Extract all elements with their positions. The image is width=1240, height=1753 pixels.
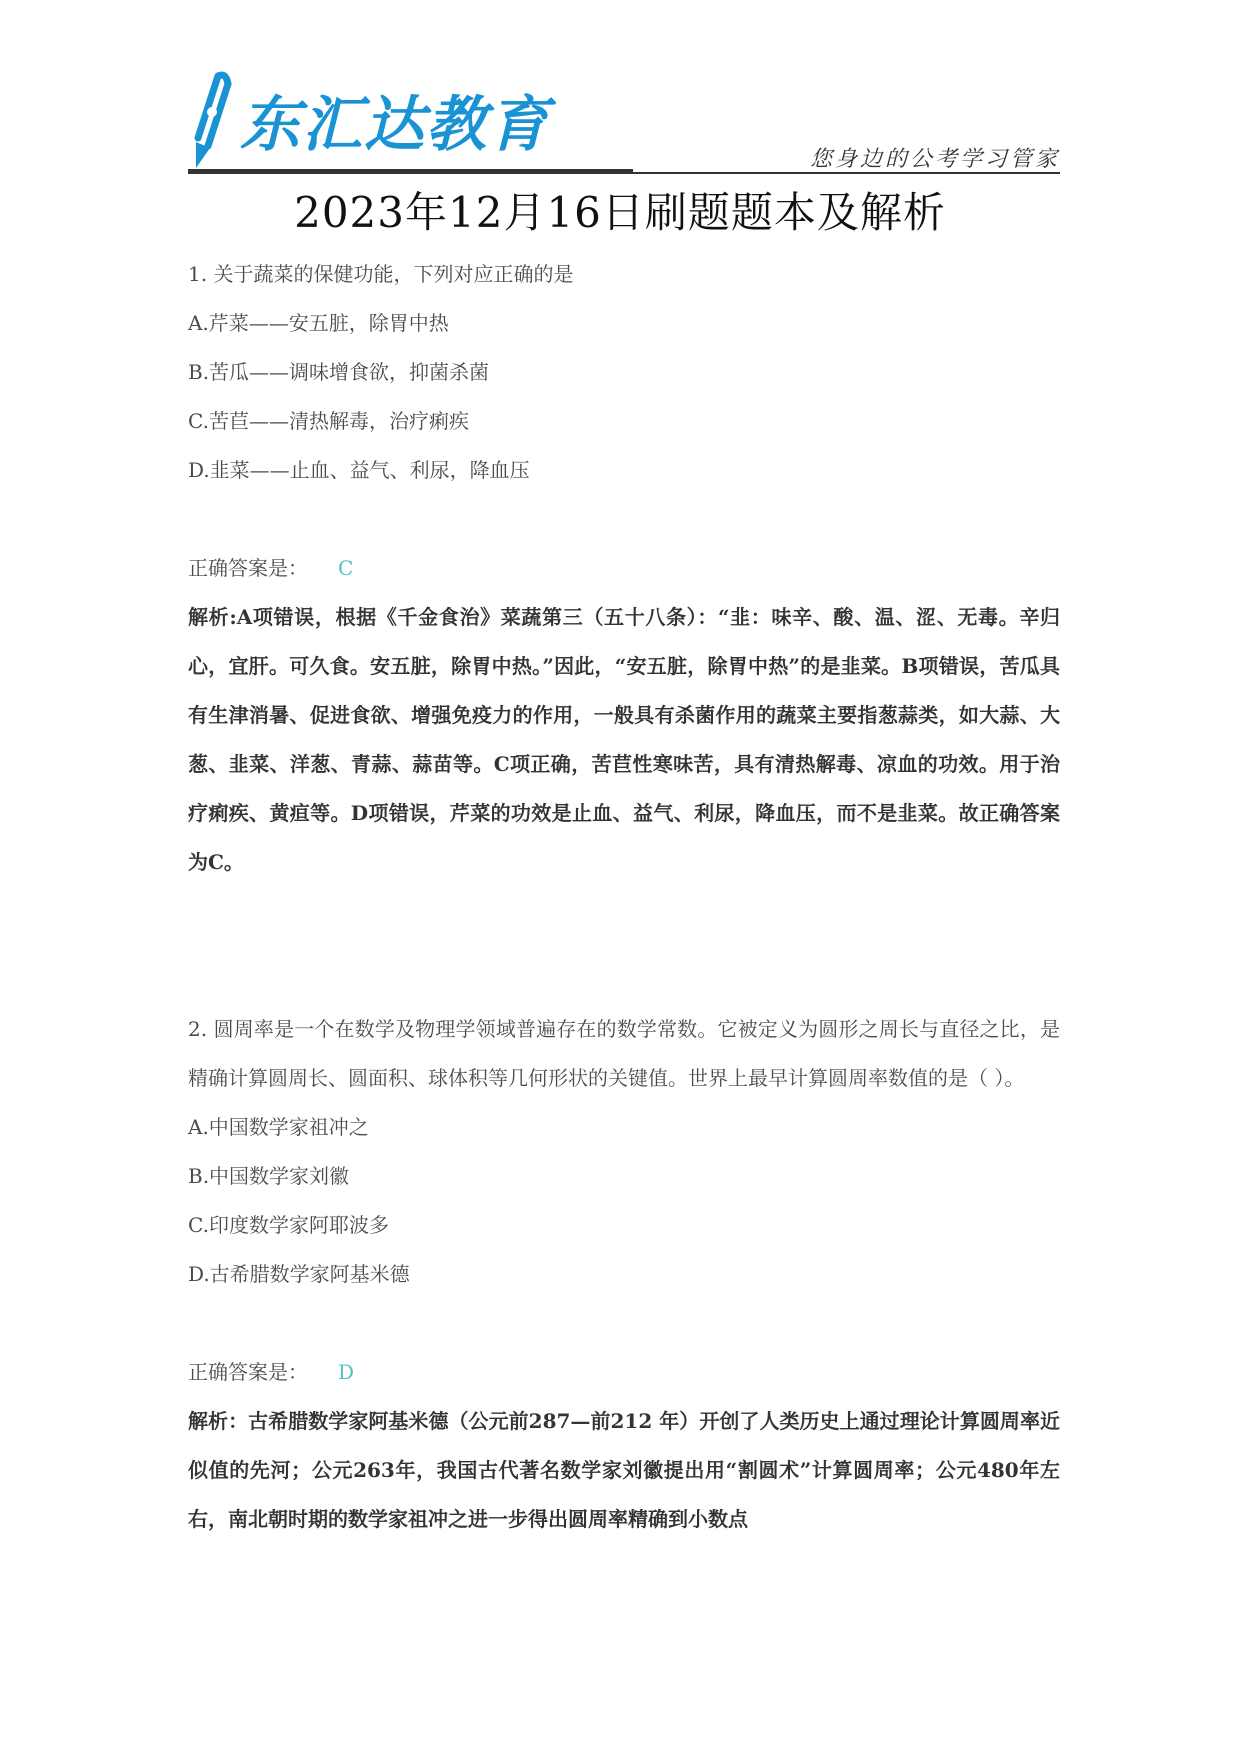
spacer [188, 985, 1060, 1005]
answer-row [188, 1348, 1060, 1397]
option-d: D.韭菜——止血、益气、利尿，降血压 [188, 458, 530, 482]
page-title: 2023年12月16日刷题题本及解析 [294, 188, 946, 237]
question-list [188, 250, 1060, 1544]
page-header [188, 62, 1060, 180]
analysis-text: 解析：古希腊数学家阿基米德（公元前287—前212 年）开创了人类历史上通过理论计算圆周率近似值的先河；公元263年，我国古代著名数学家刘徽提出用“割圆术”计算圆周率；公元480年左右，南北朝时期的数学家祖冲之进一步得出圆周率精确到小数点 [188, 1409, 1060, 1531]
question-stem: 1. 关于蔬菜的保健功能，下列对应正确的是 [188, 262, 574, 286]
option-b: B.中国数学家刘徽 [188, 1164, 350, 1188]
analysis-text: 解析:A项错误，根据《千金食治》菜蔬第三（五十八条）：“韭：味辛、酸、温、涩、无毒。辛归心，宜肝。可久食。安五脏，除胃中热。”因此，“安五脏，除胃中热”的是韭菜。B项错误，苦瓜具有生津消暑、促进食欲、增强免疫力的作用，一般具有杀菌作用的蔬菜主要指葱蒜类，如大蒜、大葱、韭菜、洋葱、青蒜、蒜苗等。C项正确，苦苣性寒味苦，具有清热解毒、凉血的功效。用于治疗痢疾、黄疸等。D项错误，芹菜的功效是止血、益气、利尿，降血压，而不是韭菜。故正确答案为C。 [188, 605, 1060, 874]
spacer [188, 1299, 1060, 1348]
answer-label: 正确答案是： [188, 1360, 308, 1384]
option-a: A.芹菜——安五脏，除胃中热 [188, 311, 449, 335]
answer-row [188, 544, 1060, 593]
header-divider [188, 172, 1060, 174]
option-c: C.印度数学家阿耶波多 [188, 1213, 389, 1237]
question-1 [188, 250, 1060, 887]
pencil-logo-icon [188, 68, 234, 174]
spacer [188, 495, 1060, 544]
option-c: C.苦苣——清热解毒，治疗痢疾 [188, 409, 469, 433]
option-a: A.中国数学家祖冲之 [188, 1115, 369, 1139]
question-stem: 2. 圆周率是一个在数学及物理学领域普遍存在的数学常数。它被定义为圆形之周长与直径之比，是精确计算圆周长、圆面积、球体积等几何形状的关键值。世界上最早计算圆周率数值的是（ ）。 [188, 1017, 1060, 1090]
spacer [188, 887, 1060, 985]
answer-label: 正确答案是： [188, 556, 308, 580]
answer-value: C [338, 556, 354, 580]
option-d: D.古希腊数学家阿基米德 [188, 1262, 410, 1286]
brand-logo-text: 东汇达教育 [240, 90, 550, 160]
answer-value: D [338, 1360, 355, 1384]
brand-slogan: 您身边的公考学习管家 [809, 147, 1060, 172]
question-2 [188, 1005, 1060, 1544]
option-b: B.苦瓜——调味增食欲，抑菌杀菌 [188, 360, 490, 384]
